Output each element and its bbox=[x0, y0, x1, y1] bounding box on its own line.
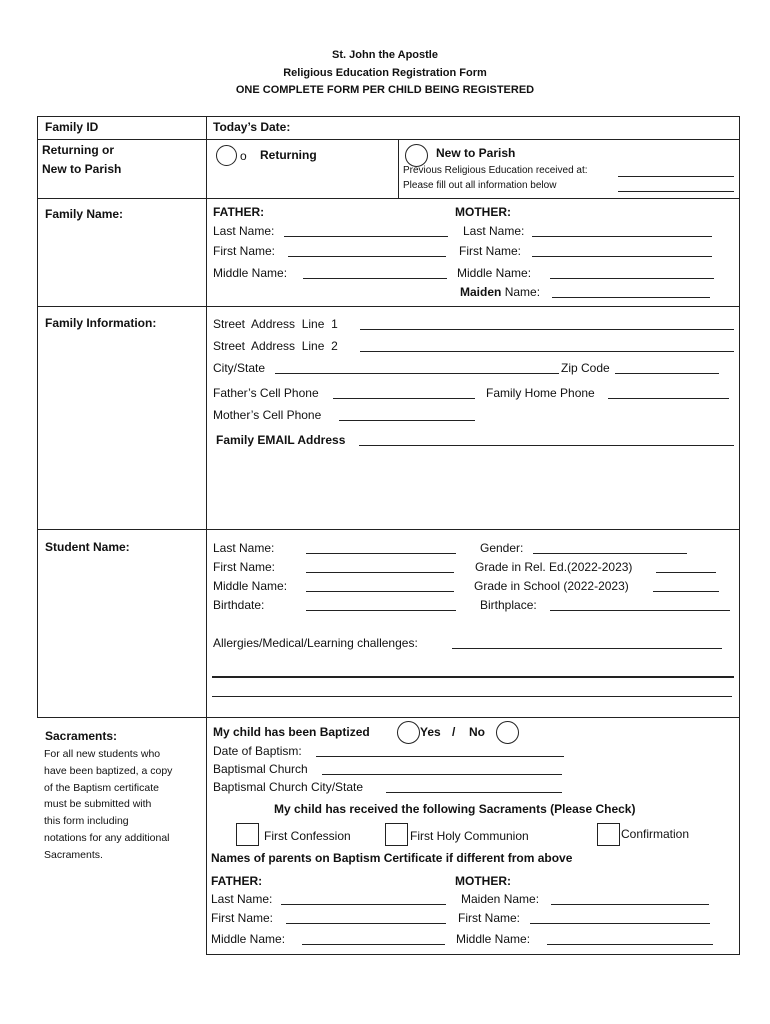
received-sacraments-heading: My child has received the following Sacraments (Please Check) bbox=[274, 802, 636, 816]
family-name-label: Family Name: bbox=[45, 207, 124, 221]
sacraments-note-line: must be submitted with bbox=[44, 798, 152, 811]
baptism-mother-heading: MOTHER: bbox=[455, 874, 511, 888]
email-field[interactable] bbox=[359, 433, 734, 446]
new-to-parish-label: New to Parish bbox=[42, 162, 122, 176]
birthplace-label: Birthplace: bbox=[480, 598, 537, 612]
street-line2-label: Street Address Line 2 bbox=[213, 339, 338, 353]
street-line2-field[interactable] bbox=[360, 339, 734, 352]
sacraments-note-line: of the Baptism certificate bbox=[44, 781, 159, 794]
first-communion-checkbox[interactable] bbox=[385, 823, 408, 846]
family-info-label: Family Information: bbox=[45, 316, 157, 330]
student-last-name-label: Last Name: bbox=[213, 541, 275, 555]
mother-maiden-name-label bbox=[460, 285, 540, 299]
first-communion-label: First Holy Communion bbox=[410, 829, 529, 843]
allergies-label: Allergies/Medical/Learning challenges: bbox=[213, 636, 418, 650]
todays-date-label: Today’s Date: bbox=[213, 120, 291, 134]
gender-field[interactable] bbox=[533, 541, 687, 554]
column-divider bbox=[398, 139, 399, 198]
row-divider bbox=[37, 529, 740, 530]
birthdate-field[interactable] bbox=[306, 598, 456, 611]
yes-no-separator: / bbox=[452, 725, 456, 739]
mother-first-name-label: First Name: bbox=[459, 244, 522, 258]
grade-school-field[interactable] bbox=[653, 579, 719, 592]
returning-or-label: Returning or bbox=[42, 143, 114, 157]
previous-rel-ed-field[interactable] bbox=[618, 164, 734, 177]
form-subtitle: ONE COMPLETE FORM PER CHILD BEING REGISTERED bbox=[235, 84, 535, 96]
date-baptism-field[interactable] bbox=[316, 744, 564, 757]
student-last-name-field[interactable] bbox=[306, 541, 456, 554]
parents-note-heading: Names of parents on Baptism Certificate if different from above bbox=[211, 851, 573, 865]
father-first-name-field[interactable] bbox=[288, 244, 446, 257]
row-divider bbox=[37, 717, 740, 718]
previous-rel-ed-label: Previous Religious Education received at: bbox=[403, 165, 588, 176]
zip-label: Zip Code bbox=[561, 361, 610, 375]
baptismal-church-city-field[interactable] bbox=[386, 780, 562, 793]
confirmation-label: Confirmation bbox=[621, 827, 690, 841]
fill-out-field[interactable] bbox=[618, 179, 734, 192]
baptism-mother-maiden-name-label: Maiden Name: bbox=[461, 892, 540, 906]
baptism-father-last-name-field[interactable] bbox=[281, 892, 446, 905]
first-confession-checkbox[interactable] bbox=[236, 823, 259, 846]
row-divider bbox=[37, 306, 740, 307]
baptized-no-label: No bbox=[469, 725, 485, 739]
mother-cell-field[interactable] bbox=[339, 408, 475, 421]
student-first-name-field[interactable] bbox=[306, 560, 454, 573]
new-to-parish-radio[interactable] bbox=[405, 144, 428, 167]
city-state-field[interactable] bbox=[275, 361, 559, 374]
baptized-no-radio[interactable] bbox=[496, 721, 519, 744]
birthdate-label: Birthdate: bbox=[213, 598, 265, 612]
baptism-mother-middle-name-label: Middle Name: bbox=[456, 932, 531, 946]
sacraments-note bbox=[44, 746, 172, 864]
baptism-mother-first-name-label: First Name: bbox=[458, 911, 521, 925]
father-cell-label: Father’s Cell Phone bbox=[213, 386, 319, 400]
home-phone-field[interactable] bbox=[608, 386, 729, 399]
baptismal-church-field[interactable] bbox=[322, 762, 562, 775]
baptismal-church-label: Baptismal Church bbox=[213, 762, 308, 776]
maiden-bold: Maiden bbox=[460, 285, 502, 299]
student-middle-name-label: Middle Name: bbox=[213, 579, 288, 593]
family-id-label: Family ID bbox=[45, 120, 99, 134]
mother-middle-name-field[interactable] bbox=[550, 266, 714, 279]
father-last-name-label: Last Name: bbox=[213, 224, 275, 238]
zip-field[interactable] bbox=[615, 361, 719, 374]
column-divider bbox=[206, 116, 207, 954]
mother-cell-label: Mother’s Cell Phone bbox=[213, 408, 322, 422]
sacraments-note-line: For all new students who bbox=[44, 748, 161, 760]
maiden-rest: Name: bbox=[504, 285, 541, 299]
baptized-yes-label: Yes bbox=[420, 725, 441, 739]
gender-label: Gender: bbox=[480, 541, 524, 555]
father-middle-name-field[interactable] bbox=[303, 266, 447, 279]
mother-middle-name-label: Middle Name: bbox=[457, 266, 532, 280]
mother-maiden-name-field[interactable] bbox=[552, 285, 710, 298]
baptism-father-first-name-label: First Name: bbox=[211, 911, 274, 925]
father-first-name-label: First Name: bbox=[213, 244, 276, 258]
student-name-label: Student Name: bbox=[45, 540, 130, 554]
mother-heading: MOTHER: bbox=[455, 205, 511, 219]
email-label: Family EMAIL Address bbox=[216, 433, 346, 447]
baptism-father-heading: FATHER: bbox=[211, 874, 263, 888]
baptism-mother-middle-name-field[interactable] bbox=[547, 932, 713, 945]
form-title: Religious Education Registration Form bbox=[283, 67, 487, 79]
baptism-father-first-name-field[interactable] bbox=[286, 911, 446, 924]
confirmation-checkbox[interactable] bbox=[597, 823, 620, 846]
grade-school-label: Grade in School (2022-2023) bbox=[474, 579, 629, 593]
table-border-top bbox=[37, 116, 740, 117]
mother-last-name-label: Last Name: bbox=[463, 224, 525, 238]
baptism-father-last-name-label: Last Name: bbox=[211, 892, 273, 906]
mother-first-name-field[interactable] bbox=[532, 244, 712, 257]
first-confession-label: First Confession bbox=[264, 829, 351, 843]
student-first-name-label: First Name: bbox=[213, 560, 276, 574]
row-divider bbox=[37, 139, 740, 140]
baptism-father-middle-name-field[interactable] bbox=[302, 932, 445, 945]
allergies-field[interactable] bbox=[452, 636, 722, 649]
home-phone-label: Family Home Phone bbox=[486, 386, 595, 400]
father-last-name-field[interactable] bbox=[284, 224, 448, 237]
sacraments-label: Sacraments: bbox=[45, 729, 118, 743]
baptism-father-middle-name-label: Middle Name: bbox=[211, 932, 286, 946]
returning-option-label: Returning bbox=[260, 148, 317, 162]
table-border-right bbox=[739, 116, 740, 954]
sacraments-note-line: this form including bbox=[44, 815, 129, 828]
grade-rel-label: Grade in Rel. Ed.(2022-2023) bbox=[475, 560, 633, 574]
school-name: St. John the Apostle bbox=[332, 49, 438, 61]
mother-last-name-field[interactable] bbox=[532, 224, 712, 237]
father-middle-name-label: Middle Name: bbox=[213, 266, 288, 280]
baptized-yes-radio[interactable] bbox=[397, 721, 420, 744]
father-heading: FATHER: bbox=[213, 205, 265, 219]
sacraments-note-line: have been baptized, a copy bbox=[44, 764, 173, 777]
fill-out-note: Please fill out all information below bbox=[403, 180, 557, 191]
street-line1-field[interactable] bbox=[360, 317, 734, 330]
sacraments-note-line: notations for any additional bbox=[44, 831, 170, 844]
baptism-mother-first-name-field[interactable] bbox=[530, 911, 710, 924]
street-line1-label: Street Address Line 1 bbox=[213, 317, 338, 331]
returning-bullet: o bbox=[240, 149, 247, 163]
allergies-line-3[interactable] bbox=[212, 696, 732, 697]
row-divider bbox=[37, 198, 740, 199]
baptized-label: My child has been Baptized bbox=[213, 725, 370, 739]
sacraments-note-line: Sacraments. bbox=[44, 848, 103, 861]
baptism-mother-maiden-name-field[interactable] bbox=[551, 892, 709, 905]
allergies-line-2[interactable] bbox=[212, 676, 734, 678]
new-to-parish-option-label: New to Parish bbox=[436, 146, 516, 160]
table-border-bottom bbox=[206, 954, 740, 955]
baptismal-church-city-label: Baptismal Church City/State bbox=[213, 780, 364, 794]
table-border-left bbox=[37, 116, 38, 717]
date-baptism-label: Date of Baptism: bbox=[213, 744, 302, 758]
father-cell-field[interactable] bbox=[333, 386, 475, 399]
birthplace-field[interactable] bbox=[550, 598, 730, 611]
city-state-label: City/State bbox=[213, 361, 266, 375]
student-middle-name-field[interactable] bbox=[306, 579, 454, 592]
returning-radio[interactable] bbox=[216, 145, 237, 166]
grade-rel-field[interactable] bbox=[656, 560, 716, 573]
